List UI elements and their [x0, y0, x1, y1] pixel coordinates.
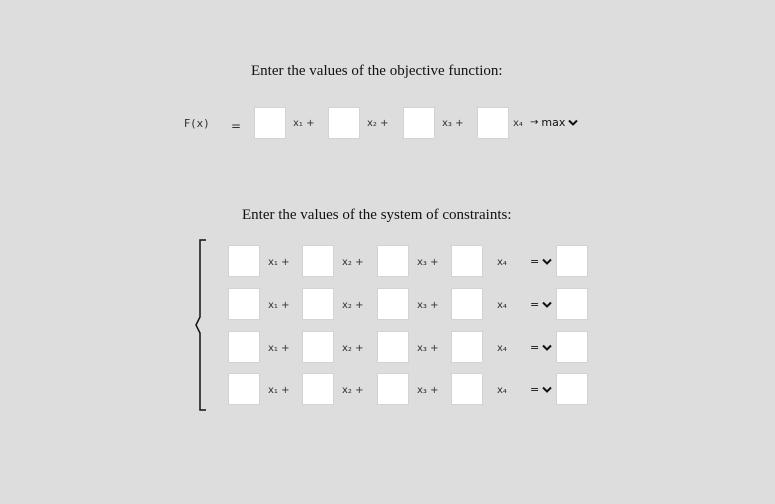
constraint-sign-value: =	[530, 298, 540, 311]
constraint-2-rhs-input[interactable]	[556, 288, 588, 320]
chevron-down-icon	[542, 258, 552, 266]
constraint-1-term-x2: x₂ +	[342, 257, 364, 268]
constraint-3-sign-select[interactable]	[530, 341, 552, 354]
constraint-2-term-x3: x₃ +	[417, 300, 439, 311]
objective-goal-select[interactable]	[530, 116, 578, 129]
constraint-1-rhs-input[interactable]	[556, 245, 588, 277]
constraint-2-sign-select[interactable]	[530, 298, 552, 311]
arrow-icon: →	[530, 117, 539, 128]
chevron-down-icon	[542, 301, 552, 309]
constraint-3-term-x4: x₄	[497, 343, 507, 354]
constraint-3-coef-x4-input[interactable]	[451, 331, 483, 363]
objective-coef-x1-input[interactable]	[254, 107, 286, 139]
constraint-1-coef-x2-input[interactable]	[302, 245, 334, 277]
constraint-1-coef-x1-input[interactable]	[228, 245, 260, 277]
constraint-2-coef-x3-input[interactable]	[377, 288, 409, 320]
constraint-4-term-x3: x₃ +	[417, 385, 439, 396]
constraint-4-rhs-input[interactable]	[556, 373, 588, 405]
constraint-3-coef-x3-input[interactable]	[377, 331, 409, 363]
objective-term-x3: x₃ +	[442, 118, 464, 129]
constraint-3-coef-x1-input[interactable]	[228, 331, 260, 363]
fx-label: F(x)	[184, 117, 210, 130]
objective-term-x2: x₂ +	[367, 118, 389, 129]
constraint-sign-value: =	[530, 255, 540, 268]
constraint-sign-value: =	[530, 383, 540, 396]
constraint-3-term-x1: x₁ +	[268, 343, 290, 354]
objective-term-x1: x₁ +	[293, 118, 315, 129]
constraint-4-term-x1: x₁ +	[268, 385, 290, 396]
constraint-1-term-x4: x₄	[497, 257, 507, 268]
constraint-4-coef-x3-input[interactable]	[377, 373, 409, 405]
constraint-1-sign-select[interactable]	[530, 255, 552, 268]
constraint-1-term-x1: x₁ +	[268, 257, 290, 268]
constraint-2-term-x1: x₁ +	[268, 300, 290, 311]
constraint-2-term-x4: x₄	[497, 300, 507, 311]
constraint-4-coef-x4-input[interactable]	[451, 373, 483, 405]
equals-sign: =	[231, 119, 242, 133]
constraint-1-coef-x4-input[interactable]	[451, 245, 483, 277]
chevron-down-icon	[542, 344, 552, 352]
constraint-2-coef-x1-input[interactable]	[228, 288, 260, 320]
goal-selected-value: max	[541, 116, 566, 129]
constraint-3-coef-x2-input[interactable]	[302, 331, 334, 363]
objective-term-x4: x₄	[513, 118, 523, 129]
constraint-2-coef-x4-input[interactable]	[451, 288, 483, 320]
objective-coef-x2-input[interactable]	[328, 107, 360, 139]
constraint-2-coef-x2-input[interactable]	[302, 288, 334, 320]
objective-heading: Enter the values of the objective function:	[251, 63, 503, 79]
constraint-2-term-x2: x₂ +	[342, 300, 364, 311]
constraint-3-rhs-input[interactable]	[556, 331, 588, 363]
constraint-4-term-x4: x₄	[497, 385, 507, 396]
constraint-4-coef-x2-input[interactable]	[302, 373, 334, 405]
constraint-3-term-x2: x₂ +	[342, 343, 364, 354]
objective-coef-x3-input[interactable]	[403, 107, 435, 139]
constraint-sign-value: =	[530, 341, 540, 354]
constraints-heading: Enter the values of the system of constraints:	[242, 207, 512, 223]
constraint-4-sign-select[interactable]	[530, 383, 552, 396]
system-brace-icon	[194, 239, 210, 411]
constraint-4-term-x2: x₂ +	[342, 385, 364, 396]
chevron-down-icon	[542, 386, 552, 394]
constraint-4-coef-x1-input[interactable]	[228, 373, 260, 405]
constraint-3-term-x3: x₃ +	[417, 343, 439, 354]
constraint-1-coef-x3-input[interactable]	[377, 245, 409, 277]
objective-coef-x4-input[interactable]	[477, 107, 509, 139]
chevron-down-icon	[568, 119, 578, 127]
constraint-1-term-x3: x₃ +	[417, 257, 439, 268]
